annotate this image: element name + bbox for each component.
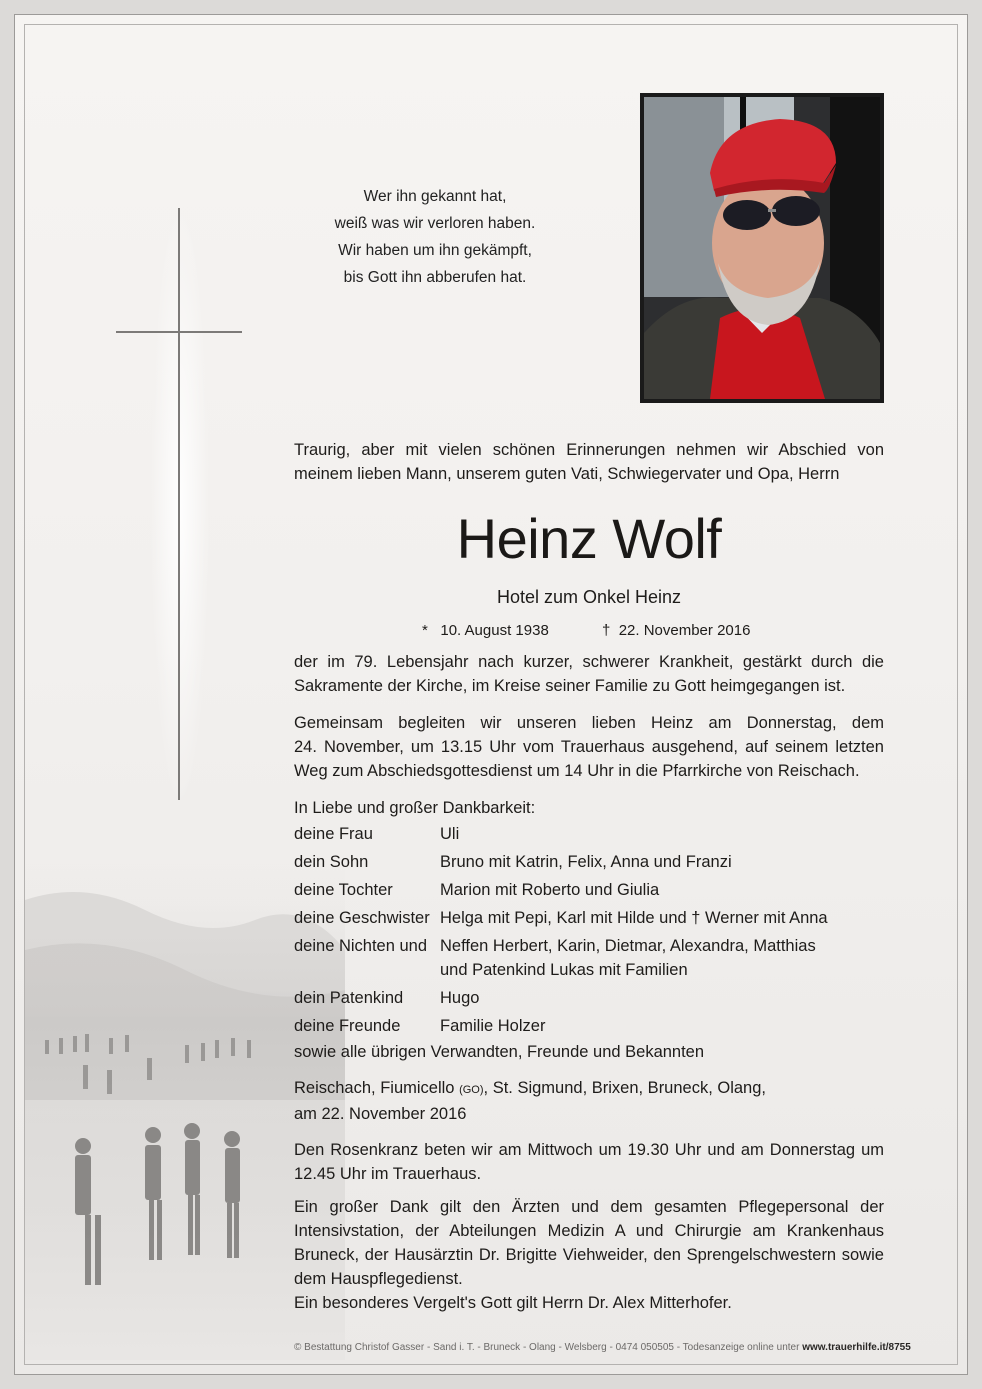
footer-text: © Bestattung Christof Gasser - Sand i. T. - Bruneck - Olang - Welsberg - 0474 050505 - Todesanzeige online unter — [294, 1342, 803, 1353]
death-date-text: 22. November 2016 — [618, 622, 751, 639]
family-names: Neffen Herbert, Karin, Dietmar, Alexandra, Matthias und Patenkind Lukas mit Familien — [440, 937, 816, 979]
quote-line: Wir haben um ihn gekämpft, — [338, 242, 532, 259]
intro-text — [294, 438, 884, 486]
cross-horizontal-beam — [116, 331, 242, 333]
paragraph-line: Ein besonderes Vergelt's Gott gilt Herrn Dr. Alex Mitterhofer. — [294, 1294, 732, 1312]
family-names: Uli — [440, 825, 460, 843]
cross-glow — [150, 200, 210, 810]
birth-date — [422, 620, 549, 642]
family-relation: deine Nichten und — [294, 937, 428, 955]
family-names: Marion mit Roberto und Giulia — [440, 881, 660, 899]
deceased-subtitle: Hotel zum Onkel Heinz — [496, 587, 682, 607]
paragraph-line: Weg zum Abschiedsgottesdienst um 14 Uhr in die Pfarrkirche von Reischach. — [294, 762, 860, 780]
cross-vertical-beam — [178, 208, 180, 800]
footer-credit — [294, 1341, 911, 1355]
paragraph-line: 12.45 Uhr im Trauerhaus. — [294, 1165, 482, 1183]
family-names: Helga mit Pepi, Karl mit Hilde und † Werner mit Anna — [440, 909, 828, 927]
birth-symbol: * — [422, 622, 428, 639]
paragraph-line: Ein großer Dank gilt den Ärzten und dem gesamten Pflegepersonal der — [294, 1198, 884, 1216]
paragraph-line: Gemeinsam begleiten wir unseren lieben Heinz am Donnerstag, dem — [294, 714, 884, 732]
place-line: Reischach, Fiumicello (GO), St. Sigmund, Brixen, Bruneck, Olang, — [294, 1079, 766, 1097]
paragraph-line: Intensivstation, der Abteilungen Medizin A und Chirurgie am Krankenhaus — [294, 1222, 884, 1240]
family-relation: dein Patenkind — [294, 989, 404, 1007]
paragraph-line: der im 79. Lebensjahr nach kurzer, schwerer Krankheit, gestärkt durch die — [294, 653, 884, 671]
family-row — [294, 934, 894, 986]
family-relation: deine Geschwister — [294, 909, 430, 927]
family-intro: In Liebe und großer Dankbarkeit: — [294, 799, 536, 817]
family-row — [294, 986, 894, 1014]
family-list — [294, 822, 894, 1042]
deceased-name: Heinz Wolf — [456, 507, 722, 570]
funeral-paragraph — [294, 711, 884, 783]
intro-line: Traurig, aber mit vielen schönen Erinnerungen nehmen wir Abschied von — [294, 441, 884, 459]
family-relation: deine Frau — [294, 825, 373, 843]
family-row — [294, 822, 894, 850]
paragraph-line: Den Rosenkranz beten wir am Mittwoch um 19.30 Uhr und am Donnerstag um — [294, 1141, 884, 1159]
family-outro: sowie alle übrigen Verwandten, Freunde und Bekannten — [294, 1043, 705, 1061]
death-notice-paragraph — [294, 650, 884, 698]
family-relation: deine Tochter — [294, 881, 393, 899]
quote-line: Wer ihn gekannt hat, — [363, 188, 507, 205]
death-date — [602, 620, 750, 642]
thanks-paragraph — [294, 1195, 884, 1315]
cross-icon: † — [602, 622, 611, 639]
province-abbr: (GO) — [459, 1084, 484, 1096]
family-row — [294, 1014, 894, 1042]
date-line: am 22. November 2016 — [294, 1105, 467, 1123]
family-names: Bruno mit Katrin, Felix, Anna und Franzi — [440, 853, 732, 871]
portrait-photo — [640, 93, 884, 403]
paragraph-line: Bruneck, der Hausärztin Dr. Brigitte Viehweider, den Sprengelschwestern sowie — [294, 1246, 884, 1264]
paragraph-line: dem Hauspflegedienst. — [294, 1270, 463, 1288]
family-relation: dein Sohn — [294, 853, 369, 871]
family-row — [294, 878, 894, 906]
family-row — [294, 850, 894, 878]
quote-line: bis Gott ihn abberufen hat. — [343, 269, 527, 286]
memorial-quote — [300, 183, 570, 291]
family-names: Familie Holzer — [440, 1017, 546, 1035]
intro-line: meinem lieben Mann, unserem guten Vati, Schwiegervater und Opa, Herrn — [294, 465, 840, 483]
family-row — [294, 906, 894, 934]
paragraph-line: 24. November, um 13.15 Uhr vom Trauerhaus ausgehend, auf seinem letzten — [294, 738, 884, 756]
family-names: Hugo — [440, 989, 480, 1007]
birth-date-text: 10. August 1938 — [440, 622, 549, 639]
quote-line: weiß was wir verloren haben. — [334, 215, 536, 232]
paragraph-line: Sakramente der Kirche, im Kreise seiner Familie zu Gott heimgegangen ist. — [294, 677, 846, 695]
family-relation: deine Freunde — [294, 1017, 401, 1035]
footer-link[interactable]: www.trauerhilfe.it/8755 — [802, 1342, 911, 1353]
place-and-date — [294, 1076, 884, 1126]
rosary-paragraph — [294, 1138, 884, 1186]
